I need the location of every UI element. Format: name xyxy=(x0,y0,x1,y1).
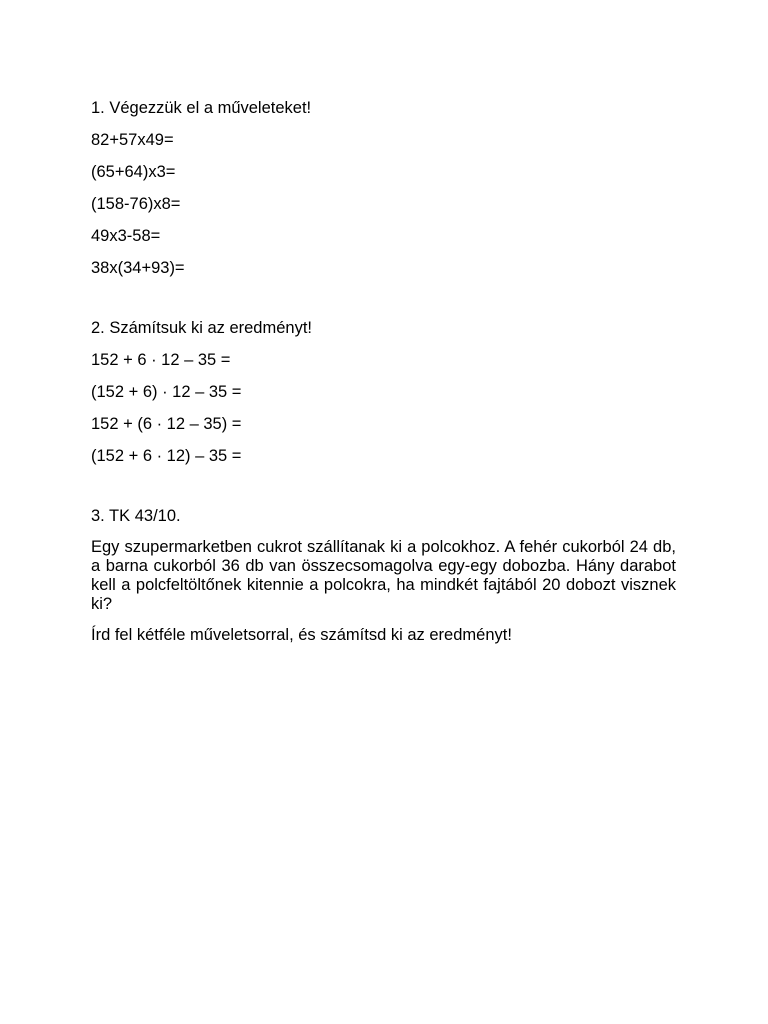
exercise-3-heading: 3. TK 43/10. xyxy=(91,507,181,525)
exercise-2-heading: 2. Számítsuk ki az eredményt! xyxy=(91,319,313,337)
exercise-1-item: (158-76)x8= xyxy=(91,195,181,213)
exercise-3-instruction: Írd fel kétféle műveletsorral, és számítsd ki az eredményt! xyxy=(91,626,512,644)
exercise-1-item: (65+64)x3= xyxy=(91,163,176,181)
exercise-2-item: 152 + (6 · 12 – 35) = xyxy=(91,415,242,433)
worksheet-page xyxy=(91,98,676,657)
exercise-1 xyxy=(91,98,676,278)
section-spacer xyxy=(91,290,676,318)
exercise-2-item: 152 + 6 · 12 – 35 = xyxy=(91,351,231,369)
exercise-1-item: 82+57x49= xyxy=(91,131,174,149)
exercise-1-item: 38x(34+93)= xyxy=(91,259,185,277)
exercise-2 xyxy=(91,318,676,466)
exercise-2-item: (152 + 6 · 12) – 35 = xyxy=(91,447,242,465)
section-spacer xyxy=(91,478,676,506)
exercise-1-heading: 1. Végezzük el a műveleteket! xyxy=(91,99,312,117)
exercise-2-item: (152 + 6) · 12 – 35 = xyxy=(91,383,242,401)
exercise-3 xyxy=(91,506,676,645)
exercise-3-word-problem: Egy szupermarketben cukrot szállítanak ki a polcokhoz. A fehér cukorból 24 db, a barna cukorból 36 db van összecsomagolva egy-egy dobozba. Hány darabot kell a polcfeltöltőnek kitennie a polcokra, ha mindkét fajtából 20 dobozt visznek ki? xyxy=(91,538,676,613)
exercise-1-item: 49x3-58= xyxy=(91,227,161,245)
